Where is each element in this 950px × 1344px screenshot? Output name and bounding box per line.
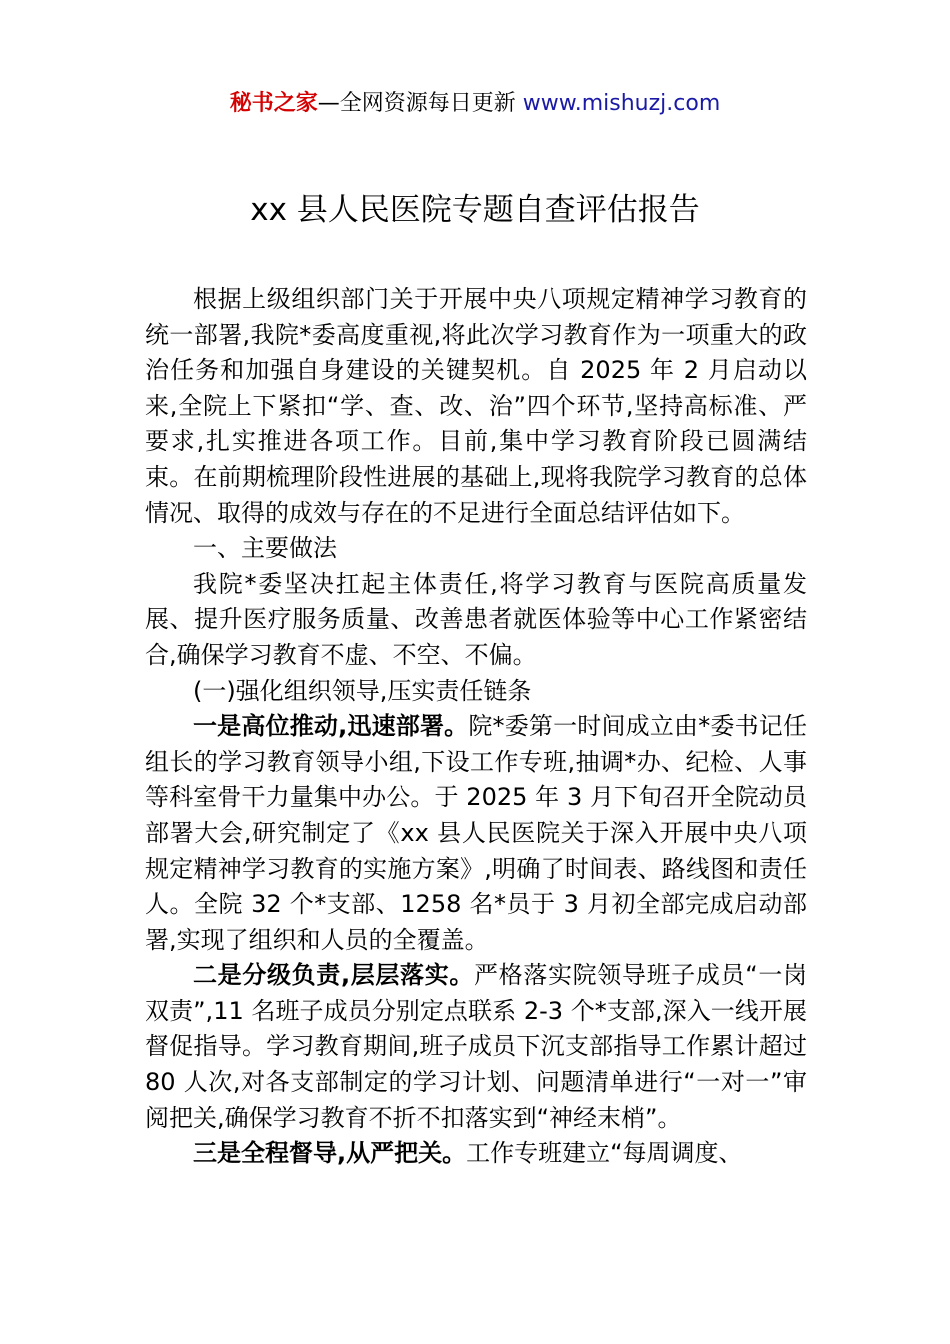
item-lead-3: 三是全程督导,从严把关。 <box>193 1139 467 1168</box>
item-paragraph-1 <box>145 709 807 958</box>
site-url-link[interactable]: www.mishuzj.com <box>522 91 721 116</box>
item-lead-1: 一是高位推动,迅速部署。 <box>193 712 469 741</box>
site-brand: 秘书之家 <box>229 91 318 116</box>
site-tagline: 全网资源每日更新 <box>339 91 516 116</box>
section-heading: 一、主要做法 <box>193 534 337 563</box>
header-dash: — <box>317 91 340 116</box>
item-paragraph-2 <box>145 958 807 1136</box>
item-lead-2: 二是分级负责,层层落实。 <box>193 961 475 990</box>
item-text-3: 工作专班建立“每周调度、 <box>466 1139 743 1168</box>
site-header <box>0 88 950 120</box>
section-paragraph: 我院*委坚决扛起主体责任,将学习教育与医院高质量发展、提升医疗服务质量、改善患者就医体验等中心工作紧密结合,确保学习教育不虚、不空、不偏。 <box>145 569 807 669</box>
subsection-heading: (一)强化组织领导,压实责任链条 <box>193 676 532 705</box>
item-text-2: 严格落实院领导班子成员“一岗双责”,11 名班子成员分别定点联系 2-3 个*支部,深入一线开展督促指导。学习教育期间,班子成员下沉支部指导工作累计超过 80 人次,对各支部制定的学习计划、问题清单进行“一对一”审阅把关,确保学习教育不折不扣落实到“神经末梢”。 <box>145 961 807 1132</box>
document-body <box>145 282 807 1172</box>
item-text-1: 院*委第一时间成立由*委书记任组长的学习教育领导小组,下设工作专班,抽调*办、纪检、人事等科室骨干力量集中办公。于 2025 年 3 月下旬召开全院动员部署大会,研究制定了《xx 县人民医院关于深入开展中央八项规定精神学习教育的实施方案》,明确了时间表、路线图和责任人。全院 32 个*支部、1258 名*员于 3 月初全部完成启动部署,实现了组织和人员的全覆盖。 <box>145 712 807 954</box>
intro-paragraph: 根据上级组织部门关于开展中央八项规定精神学习教育的统一部署,我院*委高度重视,将此次学习教育作为一项重大的政治任务和加强自身建设的关键契机。自 2025 年 2 月启动以来,全院上下紧扣“学、查、改、治”四个环节,坚持高标准、严要求,扎实推进各项工作。目前,集中学习教育阶段已圆满结束。在前期梳理阶段性进展的基础上,现将我院学习教育的总体情况、取得的成效与存在的不足进行全面总结评估如下。 <box>145 285 807 527</box>
document-title: xx 县人民医院专题自查评估报告 <box>250 192 700 228</box>
item-paragraph-3 <box>145 1136 807 1172</box>
